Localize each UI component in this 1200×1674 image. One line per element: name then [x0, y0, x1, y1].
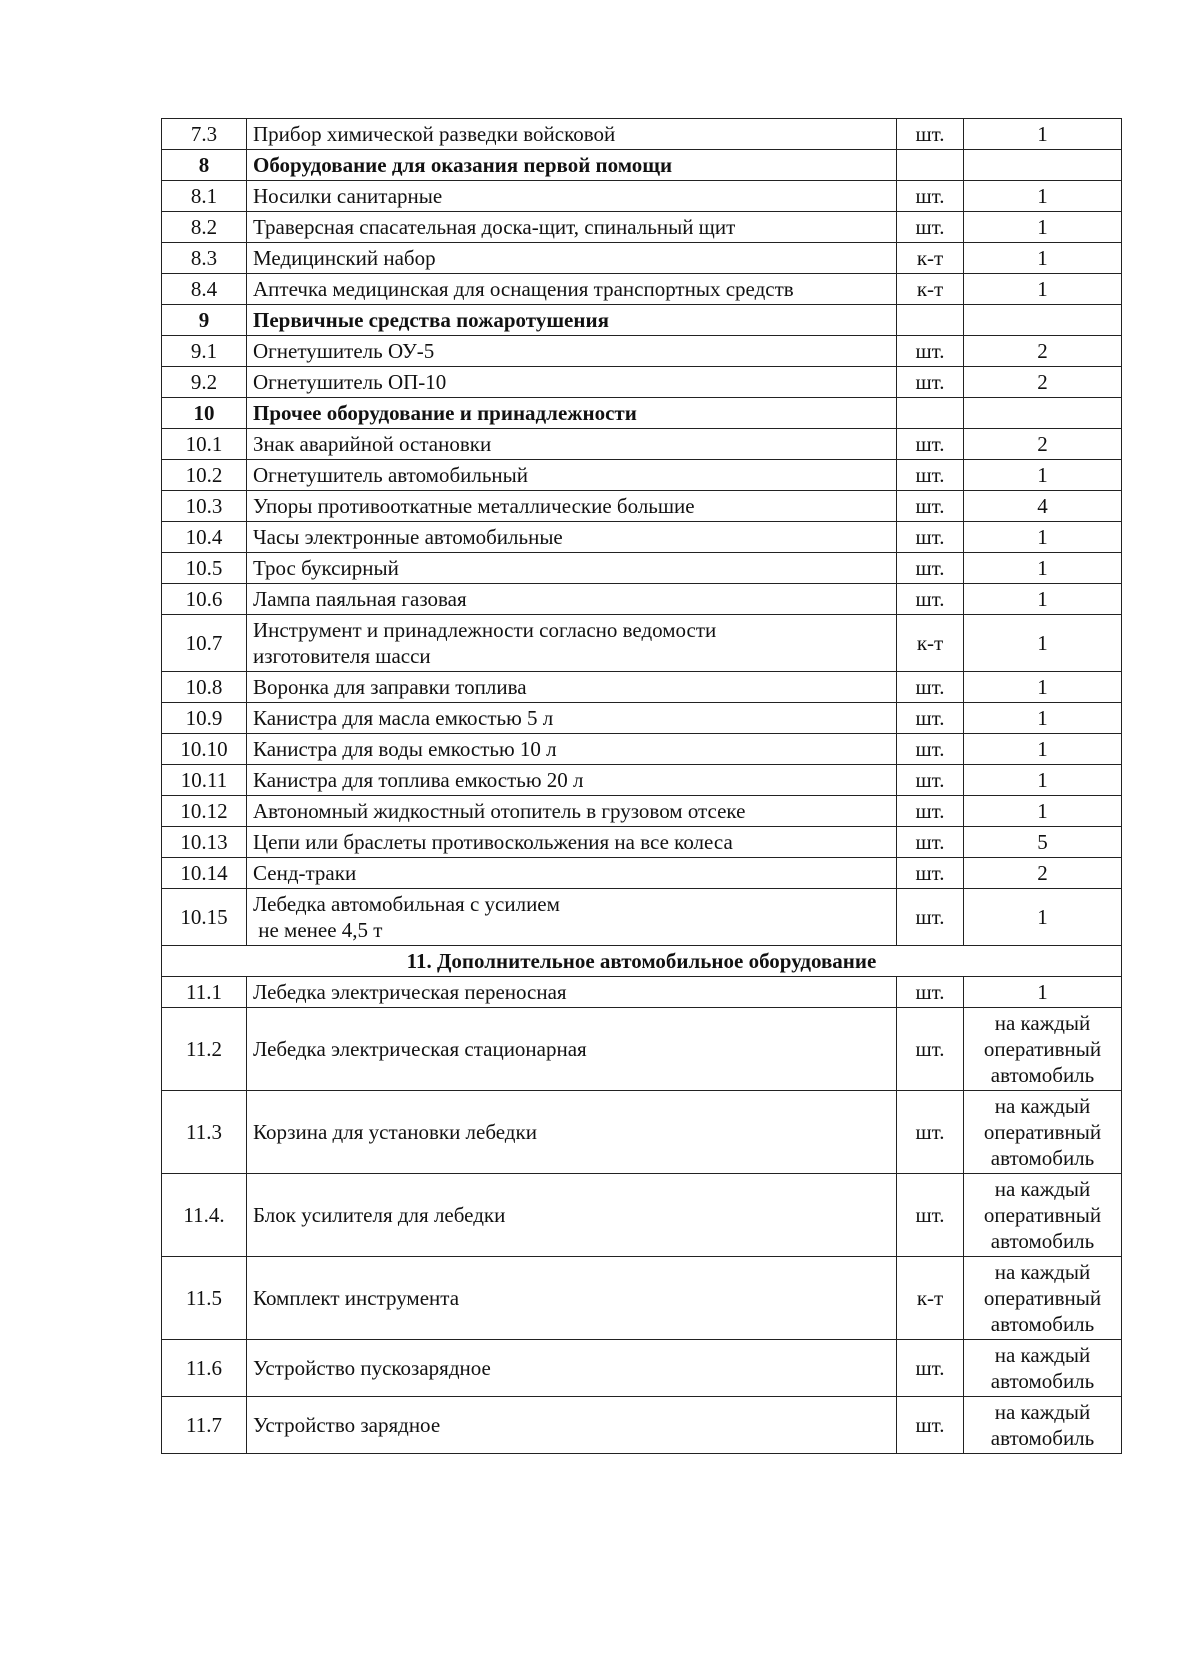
- quantity-line: на каждый: [994, 1011, 1091, 1035]
- equipment-table-body: [162, 119, 1122, 1454]
- row-number: 10.3: [162, 491, 247, 522]
- item-name: Устройство пускозарядное: [247, 1340, 897, 1397]
- item-quantity: [964, 1397, 1122, 1454]
- table-row: [162, 1091, 1122, 1174]
- row-number: 10.15: [162, 889, 247, 946]
- quantity-line: на каждый: [994, 1343, 1091, 1367]
- table-row: [162, 672, 1122, 703]
- item-name: Знак аварийной остановки: [247, 429, 897, 460]
- item-name: Комплект инструмента: [247, 1257, 897, 1340]
- item-unit: к-т: [897, 615, 964, 672]
- item-quantity: 1: [964, 274, 1122, 305]
- row-number: 10.8: [162, 672, 247, 703]
- item-quantity: 1: [964, 553, 1122, 584]
- item-quantity: 1: [964, 615, 1122, 672]
- item-name: Огнетушитель автомобильный: [247, 460, 897, 491]
- item-name: Огнетушитель ОП-10: [247, 367, 897, 398]
- item-quantity: 1: [964, 977, 1122, 1008]
- section-heading: 11. Дополнительное автомобильное оборудование: [162, 946, 1122, 977]
- item-unit: [897, 398, 964, 429]
- row-number: 11.5: [162, 1257, 247, 1340]
- item-name: Сенд-траки: [247, 858, 897, 889]
- row-number: 11.1: [162, 977, 247, 1008]
- document-page: [161, 118, 1121, 1454]
- item-quantity: 5: [964, 827, 1122, 858]
- item-quantity: [964, 1091, 1122, 1174]
- item-name: [247, 889, 897, 946]
- quantity-line: оперативный: [983, 1203, 1102, 1227]
- item-unit: шт.: [897, 429, 964, 460]
- row-number: 8.4: [162, 274, 247, 305]
- item-quantity: 2: [964, 367, 1122, 398]
- quantity-line: автомобиль: [990, 1063, 1095, 1087]
- item-quantity: [964, 1257, 1122, 1340]
- section-title: Первичные средства пожаротушения: [247, 305, 897, 336]
- item-unit: шт.: [897, 1091, 964, 1174]
- item-name: Канистра для топлива емкостью 20 л: [247, 765, 897, 796]
- quantity-line: автомобиль: [990, 1426, 1095, 1450]
- item-name-line: Инструмент и принадлежности согласно ведомости: [253, 618, 717, 642]
- item-name: Упоры противооткатные металлические большие: [247, 491, 897, 522]
- item-unit: шт.: [897, 1397, 964, 1454]
- item-unit: шт.: [897, 1008, 964, 1091]
- row-number: 10.10: [162, 734, 247, 765]
- item-unit: шт.: [897, 491, 964, 522]
- item-quantity: 1: [964, 796, 1122, 827]
- item-name: Корзина для установки лебедки: [247, 1091, 897, 1174]
- row-number: 11.6: [162, 1340, 247, 1397]
- item-unit: шт.: [897, 181, 964, 212]
- row-number: 9.1: [162, 336, 247, 367]
- item-quantity: 1: [964, 765, 1122, 796]
- item-unit: шт.: [897, 119, 964, 150]
- table-row: [162, 858, 1122, 889]
- item-unit: шт.: [897, 765, 964, 796]
- item-name-line: не менее 4,5 т: [253, 918, 383, 942]
- row-number: 11.4.: [162, 1174, 247, 1257]
- section-title: Прочее оборудование и принадлежности: [247, 398, 897, 429]
- item-unit: шт.: [897, 522, 964, 553]
- table-row: [162, 615, 1122, 672]
- item-name: Блок усилителя для лебедки: [247, 1174, 897, 1257]
- item-name: [247, 615, 897, 672]
- section-heading-row: [162, 946, 1122, 977]
- row-number: 10.9: [162, 703, 247, 734]
- item-quantity: [964, 1174, 1122, 1257]
- item-quantity: [964, 305, 1122, 336]
- table-row: [162, 889, 1122, 946]
- item-name: Прибор химической разведки войсковой: [247, 119, 897, 150]
- quantity-line: оперативный: [983, 1120, 1102, 1144]
- row-number: 7.3: [162, 119, 247, 150]
- quantity-line: автомобиль: [990, 1229, 1095, 1253]
- table-row: [162, 796, 1122, 827]
- row-number: 10.6: [162, 584, 247, 615]
- item-quantity: 1: [964, 522, 1122, 553]
- item-name: Автономный жидкостный отопитель в грузовом отсеке: [247, 796, 897, 827]
- item-name: Лебедка электрическая стационарная: [247, 1008, 897, 1091]
- equipment-table: [161, 118, 1122, 1454]
- table-row: [162, 460, 1122, 491]
- table-row: [162, 367, 1122, 398]
- section-title: Оборудование для оказания первой помощи: [247, 150, 897, 181]
- section-row: [162, 150, 1122, 181]
- table-row: [162, 1397, 1122, 1454]
- table-row: [162, 274, 1122, 305]
- table-row: [162, 703, 1122, 734]
- table-row: [162, 181, 1122, 212]
- item-name: Часы электронные автомобильные: [247, 522, 897, 553]
- table-row: [162, 1257, 1122, 1340]
- table-row: [162, 584, 1122, 615]
- item-unit: шт.: [897, 977, 964, 1008]
- section-number: 9: [162, 305, 247, 336]
- item-unit: шт.: [897, 858, 964, 889]
- table-row: [162, 1174, 1122, 1257]
- item-unit: [897, 150, 964, 181]
- row-number: 10.1: [162, 429, 247, 460]
- item-quantity: [964, 398, 1122, 429]
- table-row: [162, 734, 1122, 765]
- item-name: Огнетушитель ОУ-5: [247, 336, 897, 367]
- table-row: [162, 827, 1122, 858]
- table-row: [162, 1008, 1122, 1091]
- item-quantity: 1: [964, 212, 1122, 243]
- item-name: Аптечка медицинская для оснащения транспортных средств: [247, 274, 897, 305]
- table-row: [162, 429, 1122, 460]
- item-name: Медицинский набор: [247, 243, 897, 274]
- item-unit: шт.: [897, 336, 964, 367]
- table-row: [162, 336, 1122, 367]
- item-unit: шт.: [897, 703, 964, 734]
- table-row: [162, 243, 1122, 274]
- item-quantity: 1: [964, 460, 1122, 491]
- quantity-line: на каждый: [994, 1177, 1091, 1201]
- row-number: 11.3: [162, 1091, 247, 1174]
- row-number: 10.11: [162, 765, 247, 796]
- item-name: Траверсная спасательная доска-щит, спинальный щит: [247, 212, 897, 243]
- quantity-line: автомобиль: [990, 1146, 1095, 1170]
- item-quantity: 2: [964, 429, 1122, 460]
- quantity-line: оперативный: [983, 1037, 1102, 1061]
- item-unit: шт.: [897, 827, 964, 858]
- item-name: Трос буксирный: [247, 553, 897, 584]
- quantity-line: на каждый: [994, 1400, 1091, 1424]
- table-row: [162, 212, 1122, 243]
- row-number: 8.3: [162, 243, 247, 274]
- table-row: [162, 491, 1122, 522]
- item-unit: к-т: [897, 1257, 964, 1340]
- quantity-line: на каждый: [994, 1260, 1091, 1284]
- item-quantity: 1: [964, 584, 1122, 615]
- item-quantity: 1: [964, 703, 1122, 734]
- item-name-line: Лебедка автомобильная с усилием: [253, 892, 560, 916]
- section-number: 10: [162, 398, 247, 429]
- item-unit: шт.: [897, 553, 964, 584]
- row-number: 10.13: [162, 827, 247, 858]
- quantity-line: автомобиль: [990, 1369, 1095, 1393]
- row-number: 10.12: [162, 796, 247, 827]
- item-quantity: [964, 1340, 1122, 1397]
- item-quantity: 2: [964, 858, 1122, 889]
- row-number: 9.2: [162, 367, 247, 398]
- item-unit: к-т: [897, 243, 964, 274]
- item-unit: шт.: [897, 1174, 964, 1257]
- item-name: Носилки санитарные: [247, 181, 897, 212]
- item-quantity: [964, 1008, 1122, 1091]
- item-unit: шт.: [897, 1340, 964, 1397]
- item-name-line: изготовителя шасси: [253, 644, 431, 668]
- quantity-line: на каждый: [994, 1094, 1091, 1118]
- item-quantity: 1: [964, 889, 1122, 946]
- item-unit: [897, 305, 964, 336]
- item-unit: шт.: [897, 796, 964, 827]
- item-quantity: 2: [964, 336, 1122, 367]
- table-row: [162, 1340, 1122, 1397]
- item-quantity: 1: [964, 672, 1122, 703]
- item-unit: шт.: [897, 584, 964, 615]
- item-quantity: 4: [964, 491, 1122, 522]
- row-number: 10.7: [162, 615, 247, 672]
- row-number: 11.7: [162, 1397, 247, 1454]
- item-name: Канистра для воды емкостью 10 л: [247, 734, 897, 765]
- table-row: [162, 522, 1122, 553]
- item-quantity: 1: [964, 181, 1122, 212]
- item-unit: шт.: [897, 460, 964, 491]
- row-number: 10.4: [162, 522, 247, 553]
- item-quantity: 1: [964, 243, 1122, 274]
- quantity-line: оперативный: [983, 1286, 1102, 1310]
- section-row: [162, 305, 1122, 336]
- item-quantity: 1: [964, 734, 1122, 765]
- item-quantity: [964, 150, 1122, 181]
- row-number: 10.5: [162, 553, 247, 584]
- item-unit: к-т: [897, 274, 964, 305]
- row-number: 10.2: [162, 460, 247, 491]
- item-unit: шт.: [897, 734, 964, 765]
- item-unit: шт.: [897, 367, 964, 398]
- item-name: Воронка для заправки топлива: [247, 672, 897, 703]
- table-row: [162, 977, 1122, 1008]
- row-number: 11.2: [162, 1008, 247, 1091]
- item-name: Цепи или браслеты противоскольжения на все колеса: [247, 827, 897, 858]
- row-number: 8.2: [162, 212, 247, 243]
- row-number: 10.14: [162, 858, 247, 889]
- row-number: 8.1: [162, 181, 247, 212]
- section-row: [162, 398, 1122, 429]
- item-name: Канистра для масла емкостью 5 л: [247, 703, 897, 734]
- item-unit: шт.: [897, 889, 964, 946]
- item-unit: шт.: [897, 212, 964, 243]
- table-row: [162, 553, 1122, 584]
- item-quantity: 1: [964, 119, 1122, 150]
- quantity-line: автомобиль: [990, 1312, 1095, 1336]
- table-row: [162, 119, 1122, 150]
- section-number: 8: [162, 150, 247, 181]
- item-name: Устройство зарядное: [247, 1397, 897, 1454]
- item-name: Лампа паяльная газовая: [247, 584, 897, 615]
- table-row: [162, 765, 1122, 796]
- item-unit: шт.: [897, 672, 964, 703]
- item-name: Лебедка электрическая переносная: [247, 977, 897, 1008]
